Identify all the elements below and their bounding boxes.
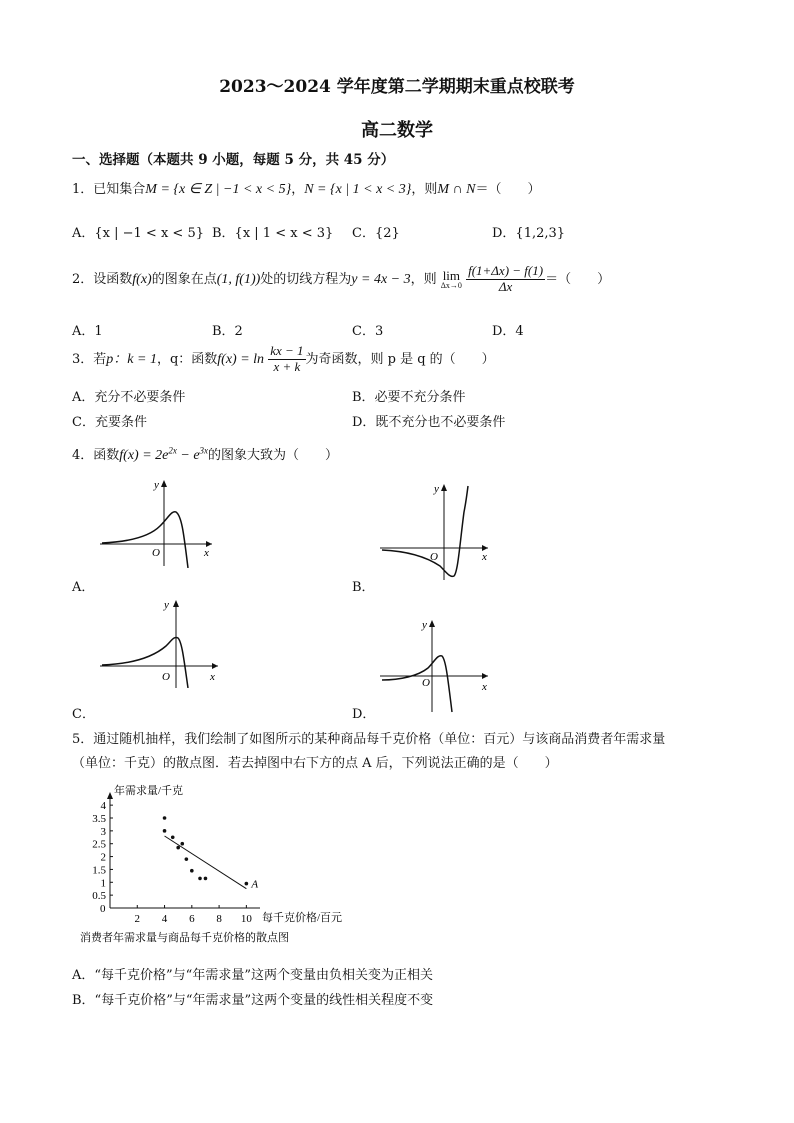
graph-c-x-arrow (212, 663, 218, 669)
graph-a-origin: O (152, 547, 160, 559)
graph-c-y-arrow (173, 600, 179, 607)
graph-a[interactable] (100, 476, 220, 568)
scatter-points (163, 816, 259, 890)
q2-tail: ＝（ ） (545, 271, 611, 287)
scatter-point (171, 835, 175, 839)
section-heading: 一、选择题（本题共 9 小题，每题 5 分，共 45 分） (72, 152, 395, 168)
q3-fraction (268, 344, 305, 375)
q1-option-a[interactable]: A．{x | −1 < x < 5} (72, 226, 204, 241)
scatter-x-tick-label: 4 (161, 913, 168, 925)
scatter-y-tick-label: 1 (100, 877, 106, 890)
scatter-origin-label: 0 (100, 903, 106, 915)
graph-a-y-label: y (154, 479, 159, 491)
scatter-point (163, 829, 167, 833)
q4-text-b: 的图象大致为（ ） (208, 448, 339, 463)
scatter-point-a-label: A (251, 878, 259, 891)
q2-text-b: 的图象在点 (151, 271, 217, 287)
scatter-point (245, 882, 249, 886)
scatter-fit-line (165, 836, 247, 889)
question-5-line2: （单位：千克）的散点图．若去掉图中右下方的点 A 后，下列说法正确的是（ ） (72, 756, 558, 771)
q2-lim-sub: Δx→0 (440, 280, 462, 290)
q4-exp2: 3x (199, 445, 209, 456)
scatter-point (204, 877, 208, 881)
graph-d-x-label: x (482, 681, 487, 693)
scatter-y-label: 年需求量/千克 (114, 785, 184, 797)
q2-option-c[interactable]: C．3 (352, 324, 384, 339)
question-2-stem (72, 264, 610, 295)
scatter-y-tick-label: 2 (100, 851, 106, 864)
scatter-x-label: 每千克价格/百元 (262, 912, 343, 924)
q2-numerator: f(1+Δx) − f(1) (468, 263, 544, 278)
scatter-axes (100, 792, 260, 915)
scatter-caption: 消费者年需求量与商品每千克价格的散点图 (80, 932, 289, 944)
q2-tangent: y = 4x − 3 (351, 271, 411, 287)
scatter-chart (72, 780, 372, 948)
q4-option-b[interactable]: B． (352, 580, 375, 595)
q3-numerator: kx − 1 (270, 343, 304, 358)
q1-text-b: ，则 (411, 182, 438, 197)
question-3-stem (72, 344, 495, 375)
exam-title: 2023～2024 学年度第二学期期末重点校联考 (219, 77, 575, 97)
q2-option-a[interactable]: A．1 (72, 324, 103, 339)
q2-fraction (466, 264, 545, 295)
scatter-x-tick-label: 8 (216, 913, 222, 925)
q4-option-c[interactable]: C． (72, 707, 95, 722)
graph-a-curve (102, 512, 188, 568)
scatter-y-tick-label: 4 (100, 800, 106, 813)
q4-mid: − e (176, 448, 200, 463)
q1-option-b[interactable]: B．{x | 1 < x < 3} (212, 226, 334, 241)
scatter-point (180, 842, 184, 846)
q3-text-c: 为奇函数，则 p 是 q 的（ ） (305, 351, 495, 367)
exam-subject: 高二数学 (361, 120, 433, 141)
graph-b-x-label: x (482, 551, 487, 563)
scatter-y-tick-label: 3.5 (92, 813, 106, 825)
q3-option-a[interactable]: A．充分不必要条件 (72, 390, 186, 405)
q5-option-a[interactable]: A．“每千克价格”与“年需求量”这两个变量由负相关变为正相关 (72, 968, 433, 983)
graph-d[interactable] (380, 618, 492, 714)
question-1-stem (72, 178, 541, 198)
q3-denominator: x + k (273, 358, 301, 374)
graph-c[interactable] (100, 598, 222, 688)
q3-option-d[interactable]: D．既不充分也不必要条件 (352, 415, 506, 430)
scatter-x-tick-label: 10 (240, 913, 252, 925)
graph-d-x-arrow (482, 673, 488, 679)
graph-b-y-arrow (441, 484, 447, 491)
q2-text-d: ，则 (410, 271, 437, 287)
scatter-y-tick-label: 1.5 (92, 864, 106, 877)
q1-text-a: 1．已知集合 (72, 182, 146, 197)
q3-option-b[interactable]: B．必要不充分条件 (352, 390, 466, 405)
scatter-x-tick-label: 6 (189, 913, 195, 925)
q2-denominator: Δx (498, 278, 513, 294)
question-4-stem (72, 444, 338, 464)
graph-a-y-arrow (161, 480, 167, 487)
graph-d-y-label: y (422, 619, 427, 631)
scatter-y-tick-label: 3 (100, 825, 106, 838)
graph-b-y-label: y (434, 483, 439, 495)
graph-c-origin: O (162, 671, 170, 683)
q2-option-d[interactable]: D．4 (492, 324, 524, 339)
scatter-point (163, 816, 167, 820)
q1-set-n: N = {x | 1 < x < 3} (304, 182, 412, 197)
graph-c-y-label: y (164, 599, 169, 611)
q3-option-c[interactable]: C．充要条件 (72, 415, 147, 430)
graph-b-origin: O (430, 551, 438, 563)
q3-text-b: ，q：函数 (156, 351, 218, 367)
q2-text-c: 处的切线方程为 (260, 271, 352, 287)
q2-limit (441, 269, 462, 290)
q2-text-a: 2．设函数 (72, 271, 133, 287)
graph-c-x-label: x (210, 671, 215, 683)
graph-d-y-arrow (429, 620, 435, 627)
q1-expr: M ∩ N (437, 182, 476, 197)
q4-fx: f(x) = 2e (119, 448, 169, 463)
graph-a-x-label: x (204, 547, 209, 559)
scatter-point (185, 857, 189, 861)
scatter-y-arrow (107, 792, 113, 799)
q2-lim-text: lim (442, 267, 461, 283)
scatter-y-tick-label: 0.5 (92, 890, 106, 903)
q2-fx: f(x) (132, 271, 152, 287)
q4-text-a: 4．函数 (72, 448, 120, 463)
graph-d-origin: O (422, 677, 430, 689)
graph-b-curve (382, 486, 468, 576)
scatter-y-tick-label: 2.5 (92, 838, 106, 851)
q4-option-d[interactable]: D． (352, 707, 376, 722)
q2-option-b[interactable]: B．2 (212, 324, 243, 339)
scatter-point (198, 877, 202, 881)
q3-fx: f(x) = ln (217, 351, 265, 367)
q1-option-d[interactable]: D．{1,2,3} (492, 226, 566, 241)
question-5-line1: 5．通过随机抽样，我们绘制了如图所示的某种商品每千克价格（单位：百元）与该商品消费者年需求量 (72, 732, 666, 747)
scatter-ticks (92, 800, 252, 925)
q3-text-a: 3．若 (72, 351, 107, 367)
graph-b[interactable] (380, 482, 492, 582)
q1-tail: ＝（ ） (475, 182, 541, 197)
q5-option-b[interactable]: B．“每千克价格”与“年需求量”这两个变量的线性相关程度不变 (72, 993, 434, 1008)
scatter-point (190, 869, 194, 873)
q1-sep: ， (291, 182, 305, 197)
scatter-x-tick-label: 2 (134, 913, 141, 925)
graph-c-curve (102, 637, 188, 688)
q1-set-m: M = {x ∈ Z | −1 < x < 5} (145, 182, 292, 197)
q4-exp1: 2x (168, 445, 177, 456)
q4-option-a[interactable]: A． (72, 580, 95, 595)
graph-d-curve (382, 656, 452, 712)
q3-p: p：k = 1 (106, 351, 157, 367)
q2-point: (1, f(1)) (216, 271, 261, 287)
q1-option-c[interactable]: C．{2} (352, 226, 400, 241)
scatter-point (176, 846, 180, 850)
